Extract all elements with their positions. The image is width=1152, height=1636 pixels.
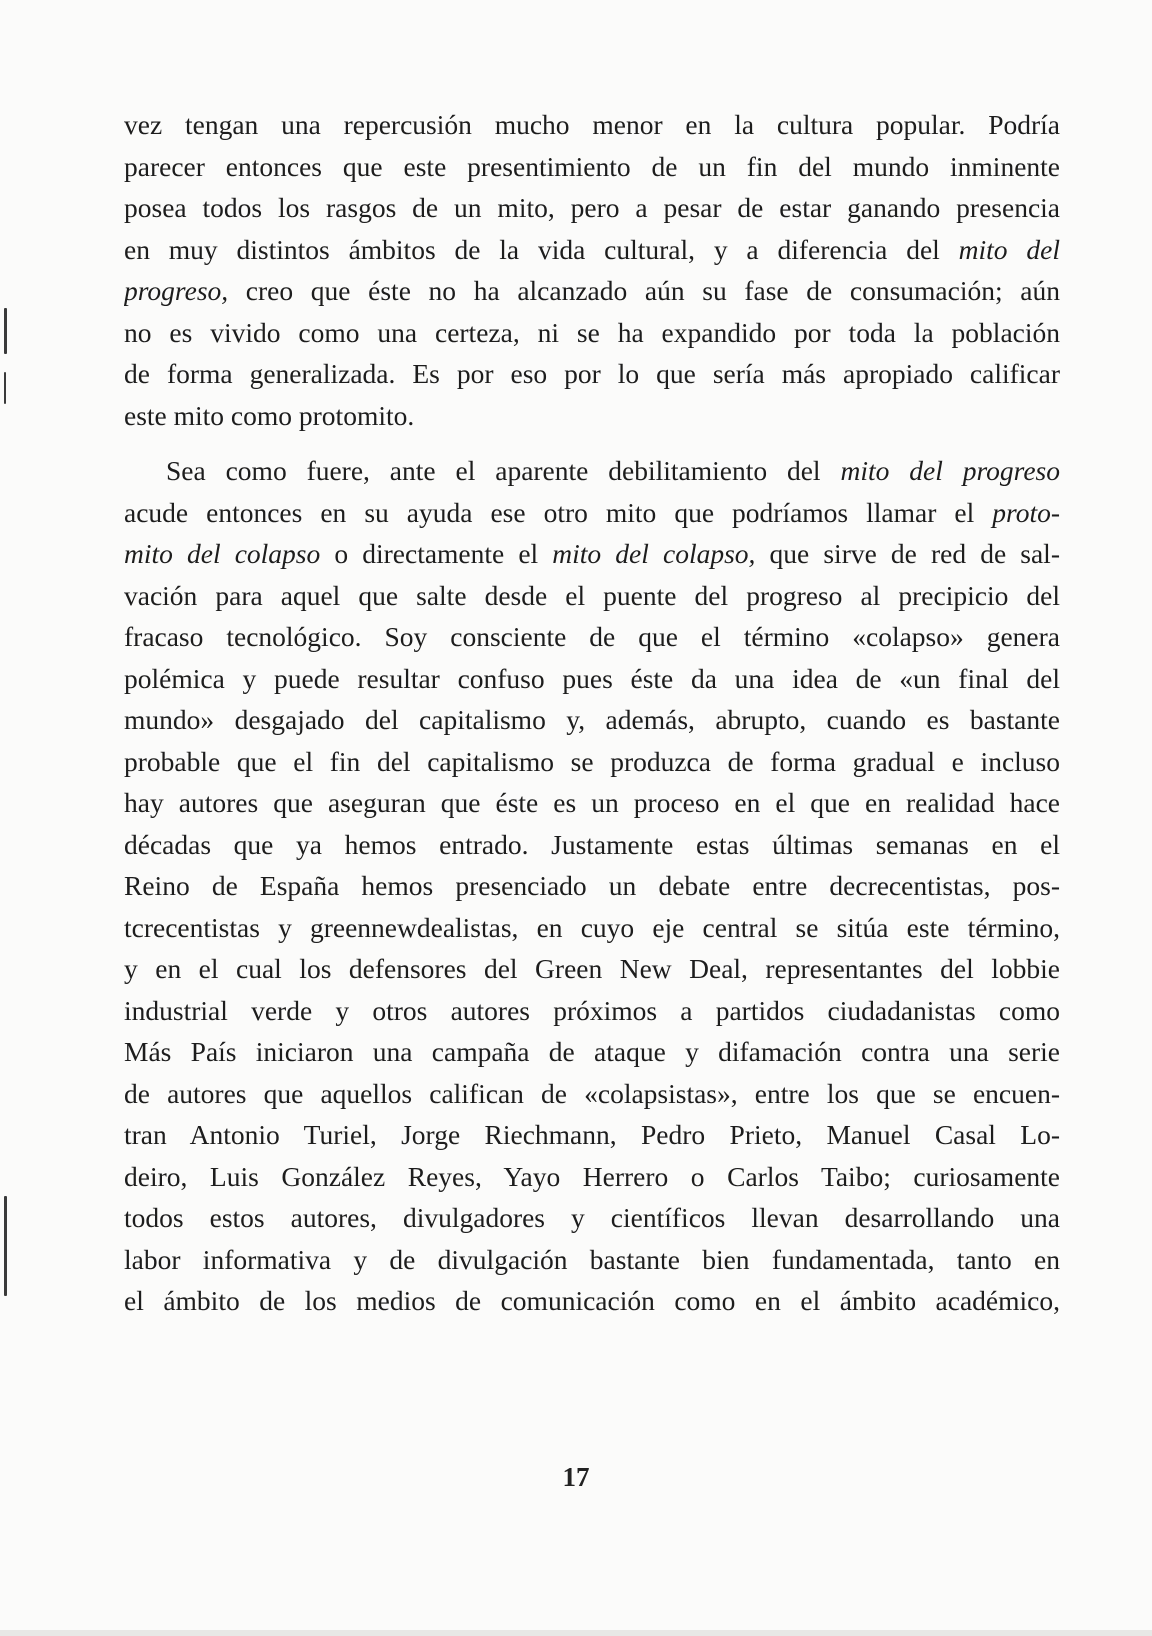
text-line — [124, 450, 1060, 492]
text-line: tran Antonio Turiel, Jorge Riechmann, Pedro Prieto, Manuel Casal Lo- — [124, 1119, 1060, 1150]
text-line — [124, 229, 1060, 271]
text-run: acude entonces en su ayuda ese otro mito que podríamos llamar el — [124, 496, 993, 528]
text-line: este mito como protomito. — [124, 399, 415, 431]
text-line: parecer entonces que este presentimiento de un fin del mundo inminente — [124, 150, 1060, 182]
text-line: fracaso tecnológico. Soy consciente de que el término «colapso» genera — [124, 621, 1060, 652]
text-line: décadas que ya hemos entrado. Justamente estas últimas semanas en el — [124, 828, 1060, 860]
page-number: 17 — [562, 1462, 590, 1492]
text-line: de forma generalizada. Es por eso por lo que sería más apropiado calificar — [124, 358, 1060, 389]
text-line: posea todos los rasgos de un mito, pero a pesar de estar ganando presencia — [124, 192, 1060, 223]
text-line: labor informativa y de divulgación bastante bien fundamentada, tanto en — [124, 1243, 1060, 1275]
binding-mark — [4, 372, 6, 404]
italic-term: mito del — [958, 233, 1060, 265]
text-line: el ámbito de los medios de comunicación como en el ámbito académico, — [124, 1285, 1060, 1316]
text-run: Sea como fuere, ante el aparente debilitamiento del — [166, 455, 841, 486]
text-line: tcrecentistas y greennewdealistas, en cuyo eje central se sitúa este término, — [124, 911, 1060, 943]
text-line: deiro, Luis González Reyes, Yayo Herrero o Carlos Taibo; curiosamente — [124, 1160, 1060, 1192]
text-line: polémica y puede resultar confuso pues éste da una idea de «un final del — [124, 662, 1060, 694]
text-line: Más País iniciaron una campaña de ataque y difamación contra una serie — [124, 1036, 1060, 1067]
text-line: probable que el fin del capitalismo se produzca de forma gradual e incluso — [124, 745, 1060, 777]
text-line: industrial verde y otros autores próximos a partidos ciudadanistas como — [124, 994, 1060, 1026]
italic-term: mito del progreso — [840, 455, 1060, 486]
binding-mark — [4, 308, 7, 354]
paragraph-gap — [124, 436, 1060, 450]
italic-term: progreso, — [124, 275, 229, 306]
text-line: y en el cual los defensores del Green New Deal, representantes del lobbie — [124, 953, 1060, 984]
italic-term: mito del colapso, — [552, 538, 756, 569]
text-line — [124, 533, 1060, 575]
text-line: vez tengan una repercusión mucho menor en la cultura popular. Podría — [124, 109, 1060, 140]
italic-term: mito del colapso — [124, 538, 321, 569]
page-edge — [0, 1630, 1152, 1636]
text-run: o directamente el — [320, 538, 553, 569]
body-text — [124, 104, 1060, 1322]
italic-term: proto- — [992, 496, 1060, 528]
text-line — [124, 492, 1060, 534]
text-line: no es vivido como una certeza, ni se ha expandido por toda la población — [124, 316, 1060, 348]
text-run: creo que éste no ha alcanzado aún su fase de consumación; aún — [228, 275, 1060, 306]
text-run: que sirve de red de sal- — [755, 538, 1060, 569]
text-line: hay autores que aseguran que éste es un proceso en el que en realidad hace — [124, 787, 1060, 818]
text-line: mundo» desgajado del capitalismo y, además, abrupto, cuando es bastante — [124, 704, 1060, 735]
paragraph-2 — [124, 450, 1060, 1322]
text-line: todos estos autores, divulgadores y científicos llevan desarrollando una — [124, 1202, 1060, 1233]
text-run: en muy distintos ámbitos de la vida cultural, y a diferencia del — [124, 233, 959, 265]
text-line: de autores que aquellos califican de «colapsistas», entre los que se encuen- — [124, 1077, 1060, 1109]
text-line: Reino de España hemos presenciado un debate entre decrecentistas, pos- — [124, 870, 1060, 901]
text-line — [124, 270, 1060, 312]
paragraph-1 — [124, 104, 1060, 436]
binding-mark — [4, 1196, 7, 1296]
text-line: vación para aquel que salte desde el puente del progreso al precipicio del — [124, 579, 1060, 611]
